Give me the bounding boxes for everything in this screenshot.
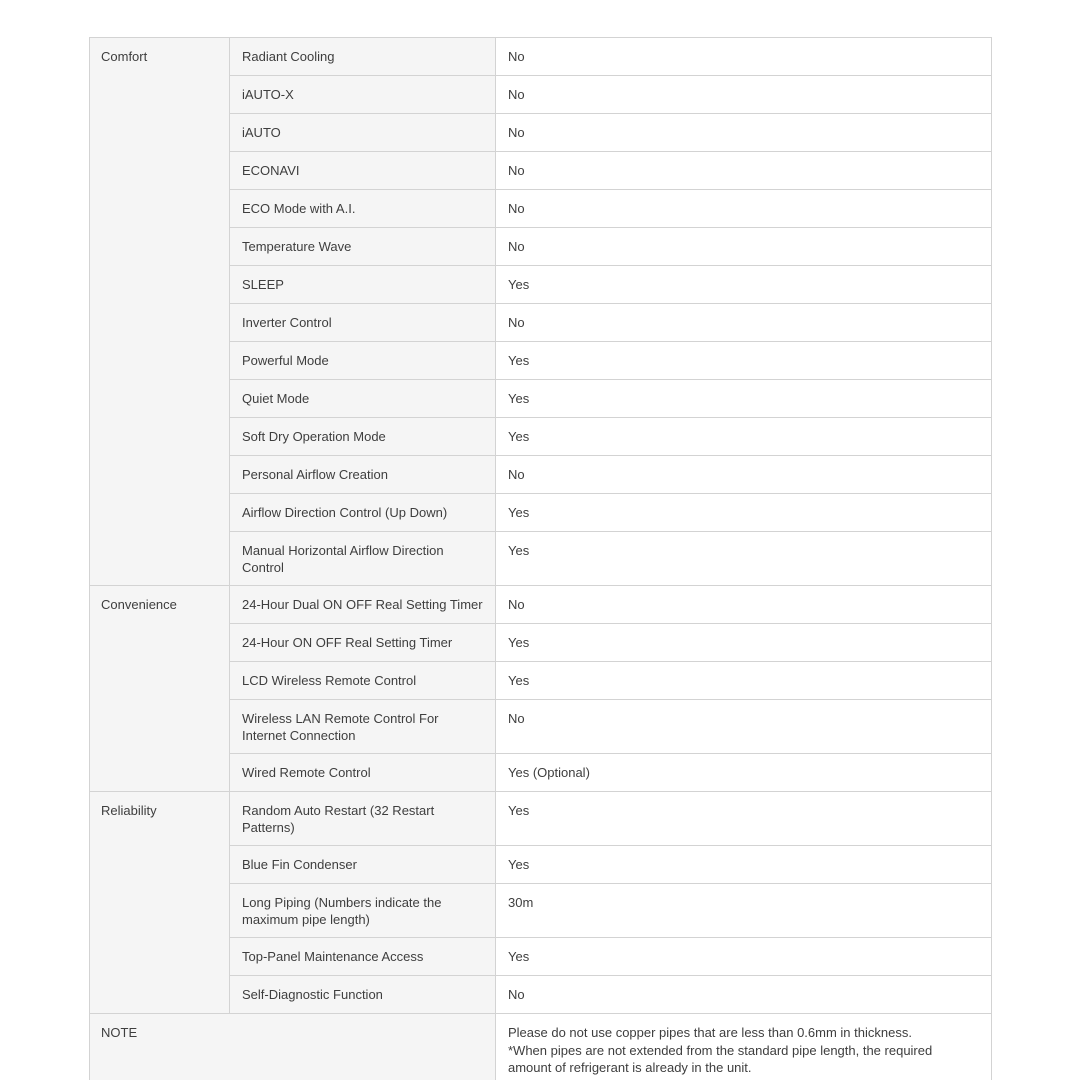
- category-cell: Convenience: [90, 586, 230, 792]
- value-cell: Yes (Optional): [496, 754, 992, 792]
- feature-cell: 24-Hour Dual ON OFF Real Setting Timer: [230, 586, 496, 624]
- feature-cell: ECONAVI: [230, 152, 496, 190]
- category-cell: Comfort: [90, 38, 230, 586]
- value-cell: Yes: [496, 380, 992, 418]
- value-cell: Yes: [496, 938, 992, 976]
- spec-table-section: [89, 37, 992, 1080]
- value-cell: 30m: [496, 884, 992, 938]
- feature-cell: Long Piping (Numbers indicate the maximum pipe length): [230, 884, 496, 938]
- value-cell: No: [496, 76, 992, 114]
- value-cell: No: [496, 38, 992, 76]
- feature-cell: Top-Panel Maintenance Access: [230, 938, 496, 976]
- value-cell: Yes: [496, 846, 992, 884]
- category-cell: Reliability: [90, 792, 230, 1014]
- feature-cell: Personal Airflow Creation: [230, 456, 496, 494]
- value-cell: No: [496, 976, 992, 1014]
- value-cell: No: [496, 228, 992, 266]
- value-cell: No: [496, 586, 992, 624]
- feature-cell: Wireless LAN Remote Control For Internet Connection: [230, 700, 496, 754]
- value-cell: Yes: [496, 494, 992, 532]
- feature-cell: Inverter Control: [230, 304, 496, 342]
- feature-cell: 24-Hour ON OFF Real Setting Timer: [230, 624, 496, 662]
- value-cell: Yes: [496, 342, 992, 380]
- value-cell: No: [496, 114, 992, 152]
- spec-table: [89, 37, 992, 1080]
- table-row: [90, 586, 992, 624]
- feature-cell: ECO Mode with A.I.: [230, 190, 496, 228]
- note-section: [90, 1014, 992, 1080]
- value-cell: No: [496, 700, 992, 754]
- note-label: NOTE: [101, 1025, 138, 1040]
- note-row: [90, 1014, 992, 1080]
- feature-cell: iAUTO-X: [230, 76, 496, 114]
- feature-cell: Blue Fin Condenser: [230, 846, 496, 884]
- feature-cell: Wired Remote Control: [230, 754, 496, 792]
- value-cell: No: [496, 152, 992, 190]
- spec-table-body: [90, 38, 992, 1014]
- feature-cell: Temperature Wave: [230, 228, 496, 266]
- feature-cell: SLEEP: [230, 266, 496, 304]
- feature-cell: Radiant Cooling: [230, 38, 496, 76]
- feature-cell: Manual Horizontal Airflow Direction Control: [230, 532, 496, 586]
- feature-cell: Soft Dry Operation Mode: [230, 418, 496, 456]
- note-label-cell: [90, 1014, 496, 1080]
- value-cell: Yes: [496, 792, 992, 846]
- value-cell: Yes: [496, 662, 992, 700]
- note-text-cell: [496, 1014, 992, 1080]
- table-row: [90, 38, 992, 76]
- note-text-line-2: *When pipes are not extended from the standard pipe length, the required amount of refrigerant is already in the unit.: [508, 1042, 933, 1075]
- value-cell: Yes: [496, 266, 992, 304]
- value-cell: Yes: [496, 532, 992, 586]
- value-cell: Yes: [496, 418, 992, 456]
- feature-cell: LCD Wireless Remote Control: [230, 662, 496, 700]
- feature-cell: Powerful Mode: [230, 342, 496, 380]
- value-cell: No: [496, 304, 992, 342]
- table-row: [90, 792, 992, 846]
- value-cell: Yes: [496, 624, 992, 662]
- feature-cell: Random Auto Restart (32 Restart Patterns): [230, 792, 496, 846]
- note-text-line-1: Please do not use copper pipes that are less than 0.6mm in thickness.: [508, 1025, 912, 1040]
- feature-cell: iAUTO: [230, 114, 496, 152]
- value-cell: No: [496, 190, 992, 228]
- feature-cell: Quiet Mode: [230, 380, 496, 418]
- value-cell: No: [496, 456, 992, 494]
- feature-cell: Airflow Direction Control (Up Down): [230, 494, 496, 532]
- feature-cell: Self-Diagnostic Function: [230, 976, 496, 1014]
